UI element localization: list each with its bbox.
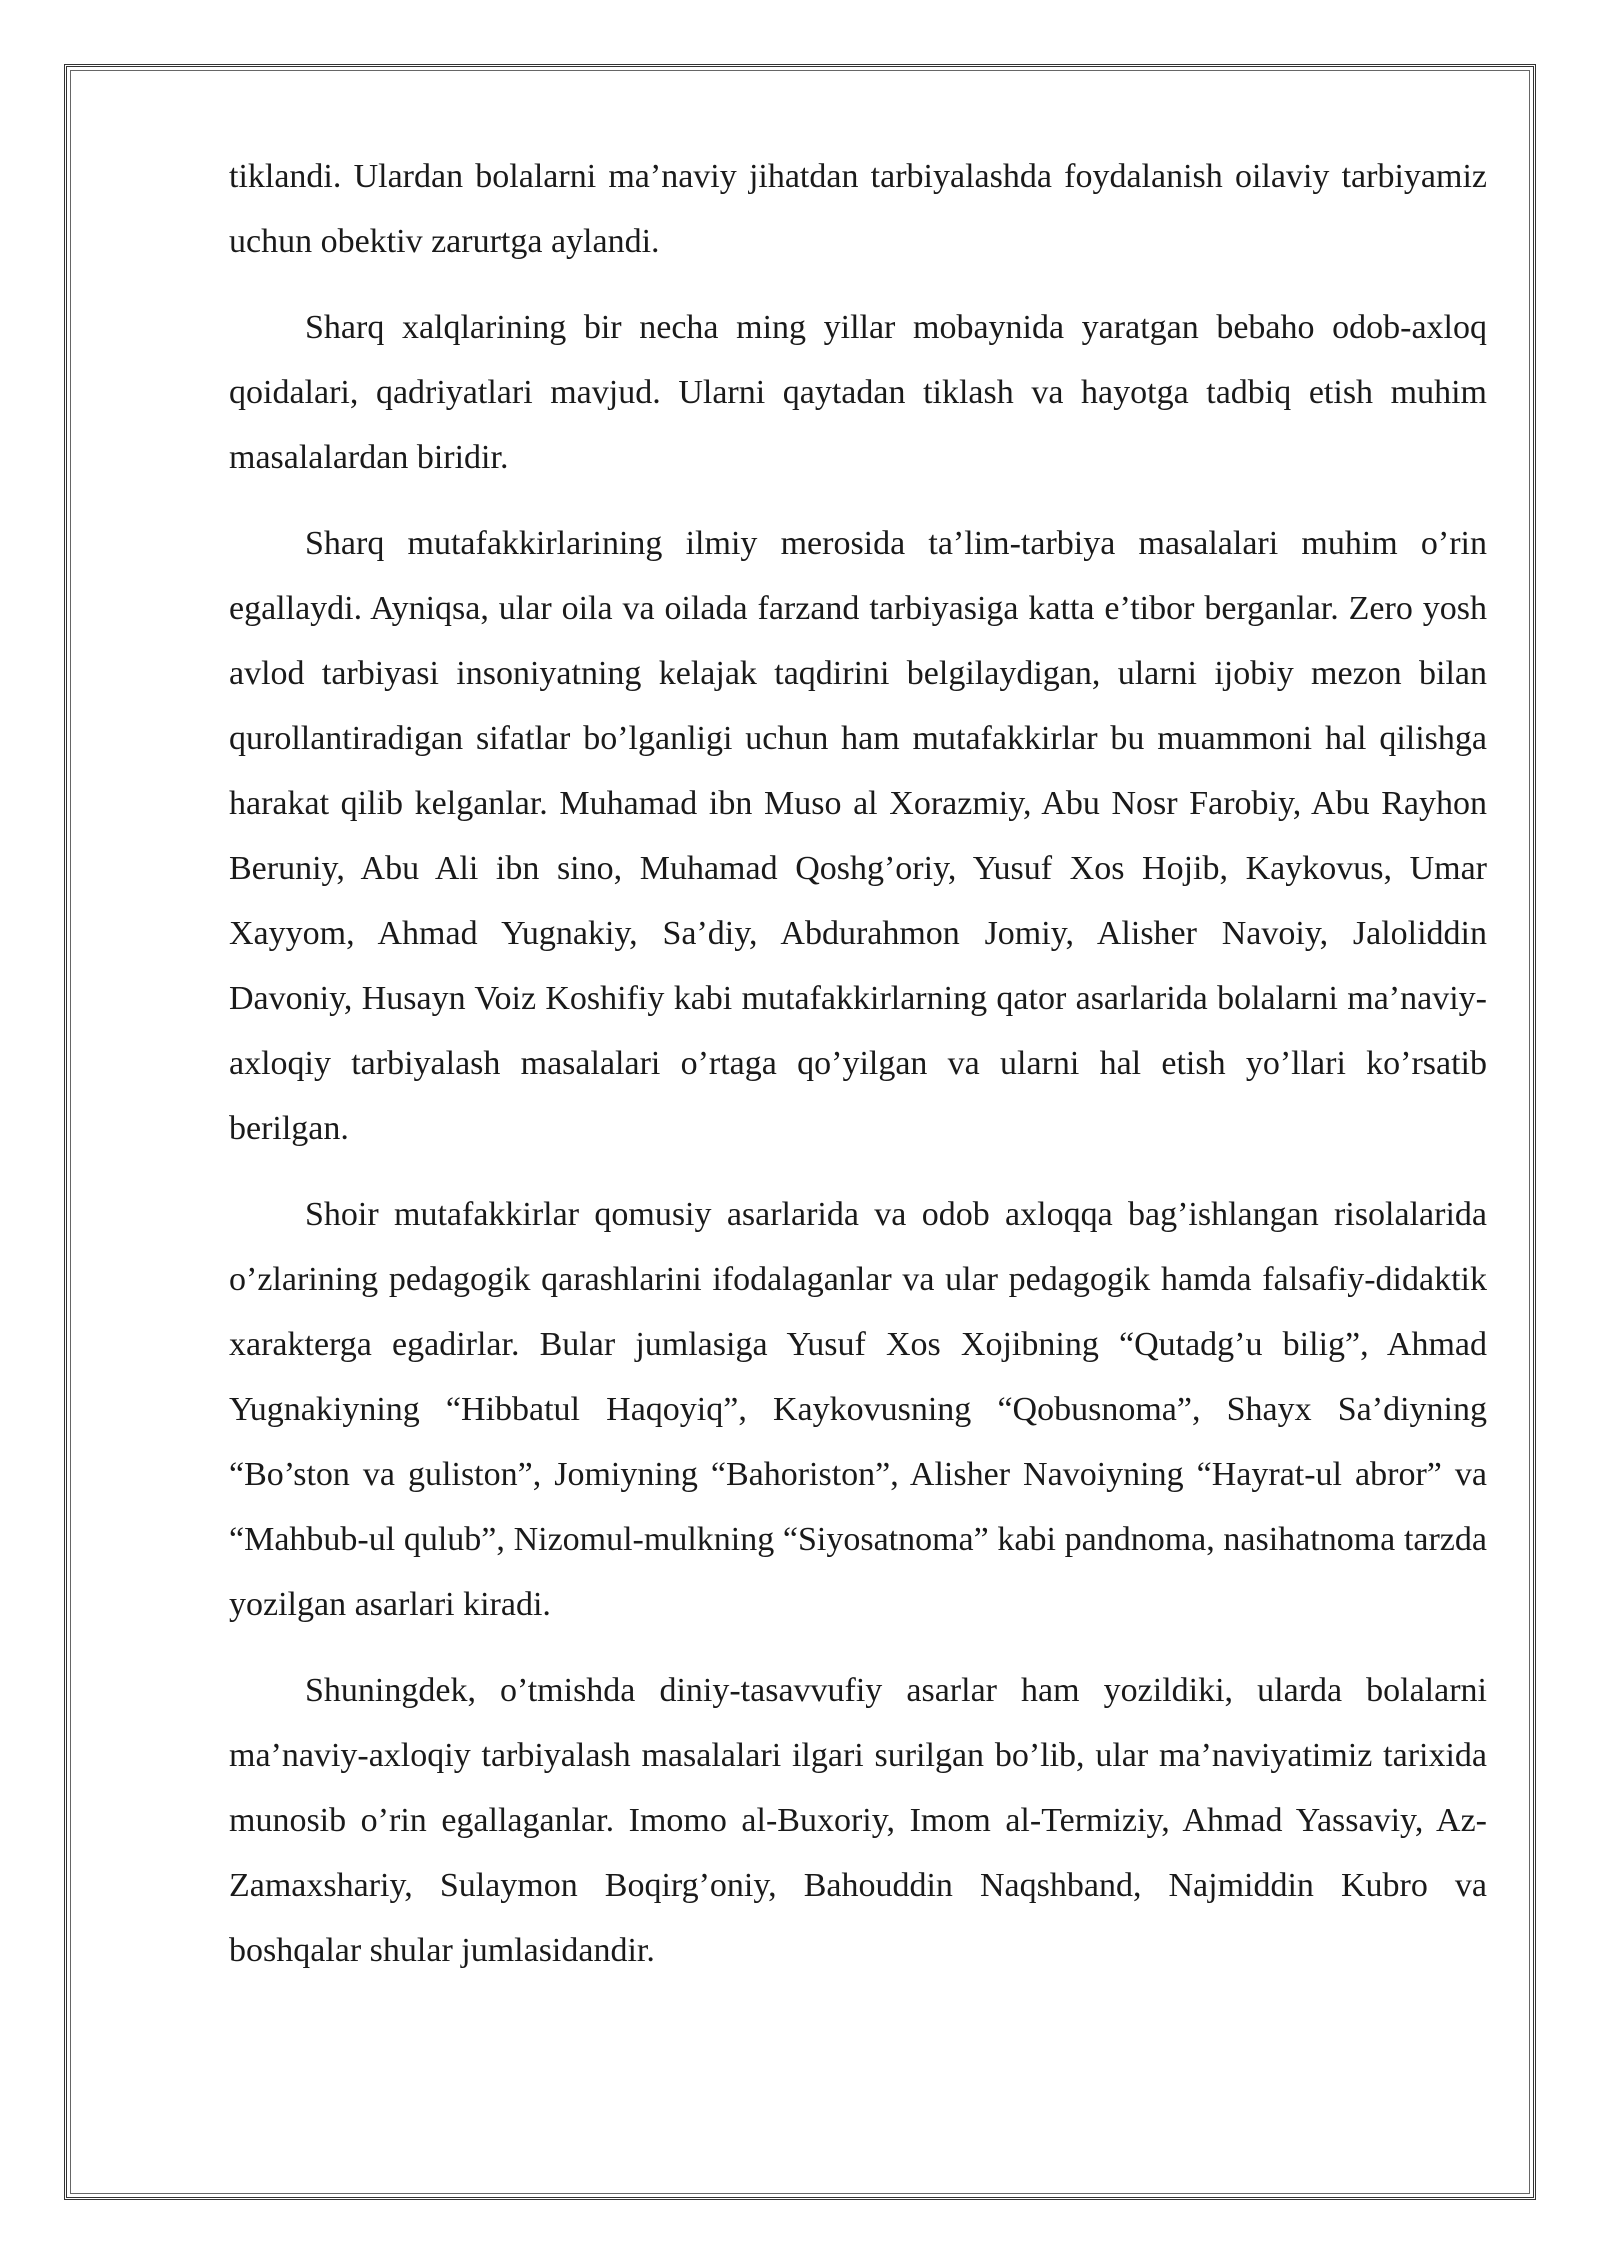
paragraph-sharq-mutafakkirlari: Sharq mutafakkirlarining ilmiy merosida ta’lim-tarbiya masalalari muhim o’rin egallaydi. Ayniqsa, ular oila va oilada farzand tarbiyasiga katta e’tibor berganlar. Zero yosh avlod tarbiyasi insoniyatning kelajak taqdirini belgilaydigan, ularni ijobiy mezon bilan qurollantiradigan sifatlar bo’lganligi uchun ham mutafakkirlar bu muammoni hal qilishga harakat qilib kelganlar. Muhamad ibn Muso al Xorazmiy, Abu Nosr Farobiy, Abu Rayhon Beruniy, Abu Ali ibn sino, Muhamad Qoshg’oriy, Yusuf Xos Hojib, Kaykovus, Umar Xayyom, Ahmad Yugnakiy, Sa’diy, Abdurahmon Jomiy, Alisher Navoiy, Jaloliddin Davoniy, Husayn Voiz Koshifiy kabi mutafakkirlarning qator asarlarida bolalarni ma’naviy-axloqiy tarbiyalash masalalari o’rtaga qo’yilgan va ularni hal etish yo’llari ko’rsatib berilgan. bbox=[229, 525, 1487, 1147]
document-body bbox=[229, 144, 1487, 2004]
paragraph-shuningdek: Shuningdek, o’tmishda diniy-tasavvufiy asarlar ham yozildiki, ularda bolalarni ma’naviy-axloqiy tarbiyalash masalalari ilgari surilgan bo’lib, ular ma’naviyatimiz tarixida munosib o’rin egallaganlar. Imomo al-Buxoriy, Imom al-Termiziy, Ahmad Yassaviy, Az-Zamaxshariy, Sulaymon Boqirg’oniy, Bahouddin Naqshband, Najmiddin Kubro va boshqalar shular jumlasidandir. bbox=[229, 1672, 1487, 1969]
paragraph-shoir-mutafakkirlar: Shoir mutafakkirlar qomusiy asarlarida va odob axloqqa bag’ishlangan risolalarida o’zlarining pedagogik qarashlarini ifodalaganlar va ular pedagogik hamda falsafiy-didaktik xarakterga egadirlar. Bular jumlasiga Yusuf Xos Xojibning “Qutadg’u bilig”, Ahmad Yugnakiyning “Hibbatul Haqoyiq”, Kaykovusning “Qobusnoma”, Shayx Sa’diyning “Bo’ston va guliston”, Jomiyning “Bahoriston”, Alisher Navoiyning “Hayrat-ul abror” va “Mahbub-ul qulub”, Nizomul-mulkning “Siyosatnoma” kabi pandnoma, nasihatnoma tarzda yozilgan asarlari kiradi. bbox=[229, 1196, 1487, 1623]
paragraph-continuation: tiklandi. Ulardan bolalarni ma’naviy jihatdan tarbiyalashda foydalanish oilaviy tarbiyamiz uchun obektiv zarurtga aylandi. bbox=[229, 158, 1487, 260]
paragraph-sharq-xalqlari: Sharq xalqlarining bir necha ming yillar mobaynida yaratgan bebaho odob-axloq qoidalari, qadriyatlari mavjud. Ularni qaytadan tiklash va hayotga tadbiq etish muhim masalalardan biridir. bbox=[229, 309, 1487, 476]
